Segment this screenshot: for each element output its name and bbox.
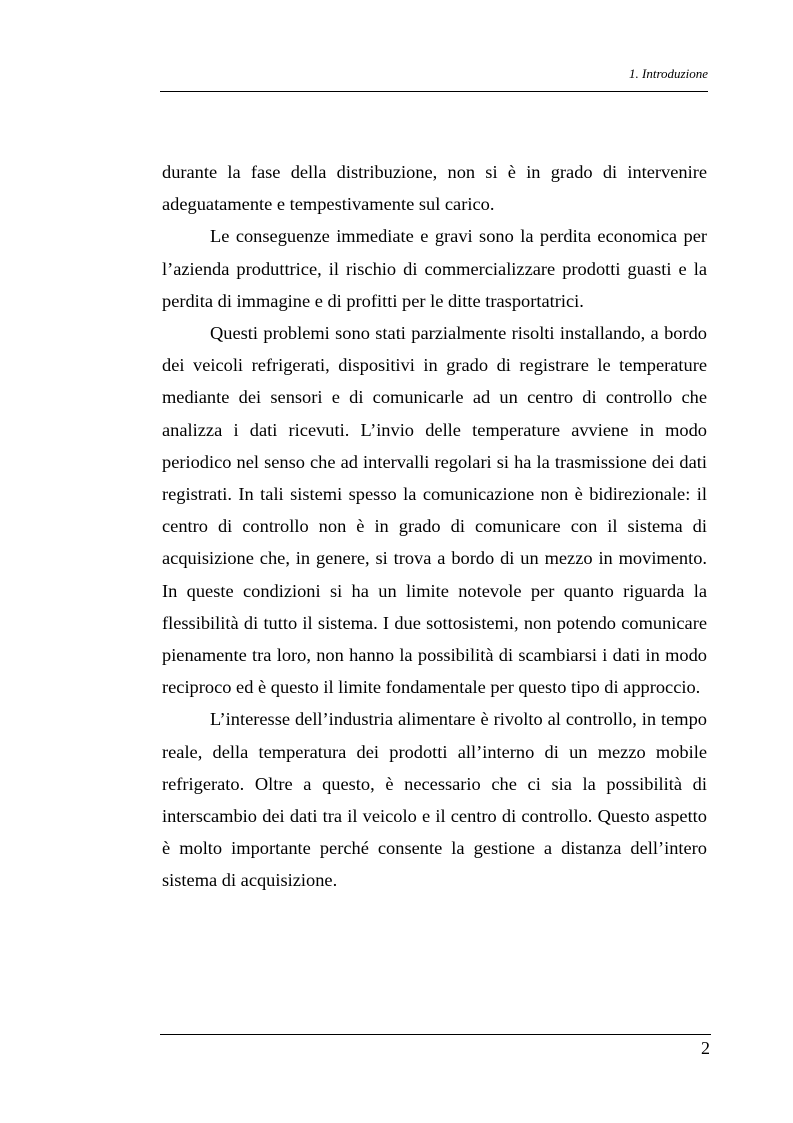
header-divider <box>160 91 708 92</box>
paragraph-consequences: Le conseguenze immediate e gravi sono la perdita economica per l’azienda produttrice, il rischio di commercializzare prodotti guasti e la perdita di immagine e di profitti per le ditte trasportatrici. <box>162 226 707 311</box>
footer-divider <box>160 1034 711 1035</box>
paragraph-continuation: durante la fase della distribuzione, non si è in grado di intervenire adeguatamente e tempestivamente sul carico. <box>162 162 707 215</box>
body-text <box>162 156 707 897</box>
running-header-chapter: 1. Introduzione <box>629 66 708 81</box>
paragraph-problems: Questi problemi sono stati parzialmente risolti installando, a bordo dei veicoli refrigerati, dispositivi in grado di registrare le temperature mediante dei sensori e di comunicarle ad un centro di controllo che analizza i dati ricevuti. L’invio delle temperature avviene in modo periodico nel senso che ad intervalli regolari si ha la trasmissione dei dati registrati. In tali sistemi spesso la comunicazione non è bidirezionale: il centro di controllo non è in grado di comunicare con il sistema di acquisizione che, in genere, si trova a bordo di un mezzo in movimento. In queste condizioni si ha un limite notevole per quanto riguarda la flessibilità di tutto il sistema. I due sottosistemi, non potendo comunicare pienamente tra loro, non hanno la possibilità di scambiarsi i dati in modo reciproco ed è questo il limite fondamentale per questo tipo di approccio. <box>162 323 707 698</box>
page-number: 2 <box>701 1038 710 1058</box>
paragraph-interest: L’interesse dell’industria alimentare è rivolto al controllo, in tempo reale, della temperatura dei prodotti all’interno di un mezzo mobile refrigerato. Oltre a questo, è necessario che ci sia la possibilità di interscambio dei dati tra il veicolo e il centro di controllo. Questo aspetto è molto importante perché consente la gestione a distanza dell’intero sistema di acquisizione. <box>162 709 707 891</box>
